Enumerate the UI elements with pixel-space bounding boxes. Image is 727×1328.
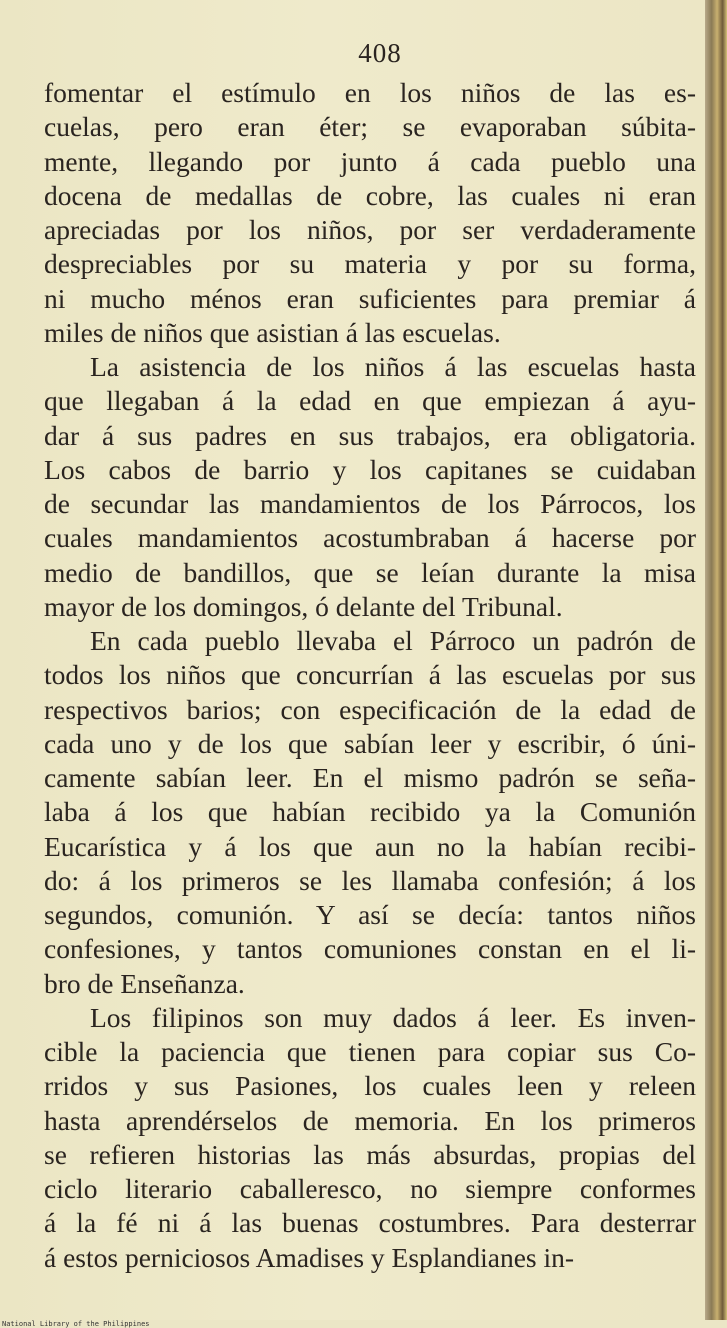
text-line: Eucarística y á los que aun no la habían recibi- — [44, 830, 696, 862]
text-line: Los cabos de barrio y los capitanes se cuidaban — [44, 453, 696, 485]
text-line: rridos y sus Pasiones, los cuales leen y releen — [44, 1070, 696, 1102]
text-line: medio de bandillos, que se leían durante la misa — [44, 556, 696, 588]
text-line: de secundar las mandamientos de los Párrocos, los — [44, 488, 696, 519]
text-line: camente sabían leer. En el mismo padrón se seña- — [44, 762, 696, 793]
text-line: cible la paciencia que tienen para copiar sus Co- — [44, 1036, 696, 1067]
page-binding-edge — [705, 0, 727, 1320]
text-line: cuelas, pero eran éter; se evaporaban súbita- — [44, 111, 696, 143]
text-line: ciclo literario caballeresco, no siempre conformes — [44, 1173, 696, 1204]
text-line: despreciables por su materia y por su forma, — [44, 248, 696, 280]
text-line: mayor de los domingos, ó delante del Tribunal. — [44, 590, 563, 622]
text-line: respectivos barios; con especificación de la edad de — [44, 693, 696, 725]
text-line: se refieren historias las más absurdas, propias del — [44, 1138, 696, 1170]
text-line: do: á los primeros se les llamaba confesión; á los — [44, 864, 696, 896]
text-line: cada uno y de los que sabían leer y escribir, ó úni- — [44, 727, 696, 759]
text-line: hasta aprendérselos de memoria. En los primeros — [44, 1104, 696, 1136]
text-line: á estos perniciosos Amadises y Esplandianes in- — [44, 1241, 575, 1273]
footer-credit: National Library of the Philippines — [2, 1320, 150, 1328]
text-line: fomentar el estímulo en los niños de las es- — [44, 77, 696, 108]
page-number: 408 — [358, 38, 402, 68]
paragraph — [44, 350, 696, 624]
text-line: dar á sus padres en sus trabajos, era obligatoria. — [44, 419, 696, 451]
text-line: bro de Enseñanza. — [44, 967, 245, 999]
text-line: á la fé ni á las buenas costumbres. Para desterrar — [44, 1207, 696, 1239]
text-line: docena de medallas de cobre, las cuales ni eran — [44, 179, 696, 211]
text-line: miles de niños que asistian á las escuelas. — [44, 316, 501, 348]
paragraph — [44, 1001, 696, 1275]
text-line: mente, llegando por junto á cada pueblo una — [44, 145, 696, 177]
text-line: confesiones, y tantos comuniones constan en el li- — [44, 933, 696, 965]
text-line: todos los niños que concurrían á las escuelas por sus — [44, 659, 696, 691]
text-line: que llegaban á la edad en que empiezan á ayu- — [44, 385, 696, 417]
text-line: La asistencia de los niños á las escuelas hasta — [90, 351, 696, 382]
text-line: ni mucho ménos eran suficientes para premiar á — [44, 282, 696, 314]
text-line: apreciadas por los niños, por ser verdaderamente — [44, 214, 696, 245]
paragraph — [44, 76, 696, 350]
text-line: Los filipinos son muy dados á leer. Es inven- — [90, 1001, 696, 1033]
paragraph — [44, 624, 696, 1001]
text-line: laba á los que habían recibido ya la Comunión — [44, 796, 696, 828]
body-text — [44, 76, 696, 1275]
text-line: segundos, comunión. Y así se decía: tantos niños — [44, 899, 696, 930]
text-line: En cada pueblo llevaba el Párroco un padrón de — [90, 625, 696, 656]
text-line: cuales mandamientos acostumbraban á hacerse por — [44, 522, 696, 554]
